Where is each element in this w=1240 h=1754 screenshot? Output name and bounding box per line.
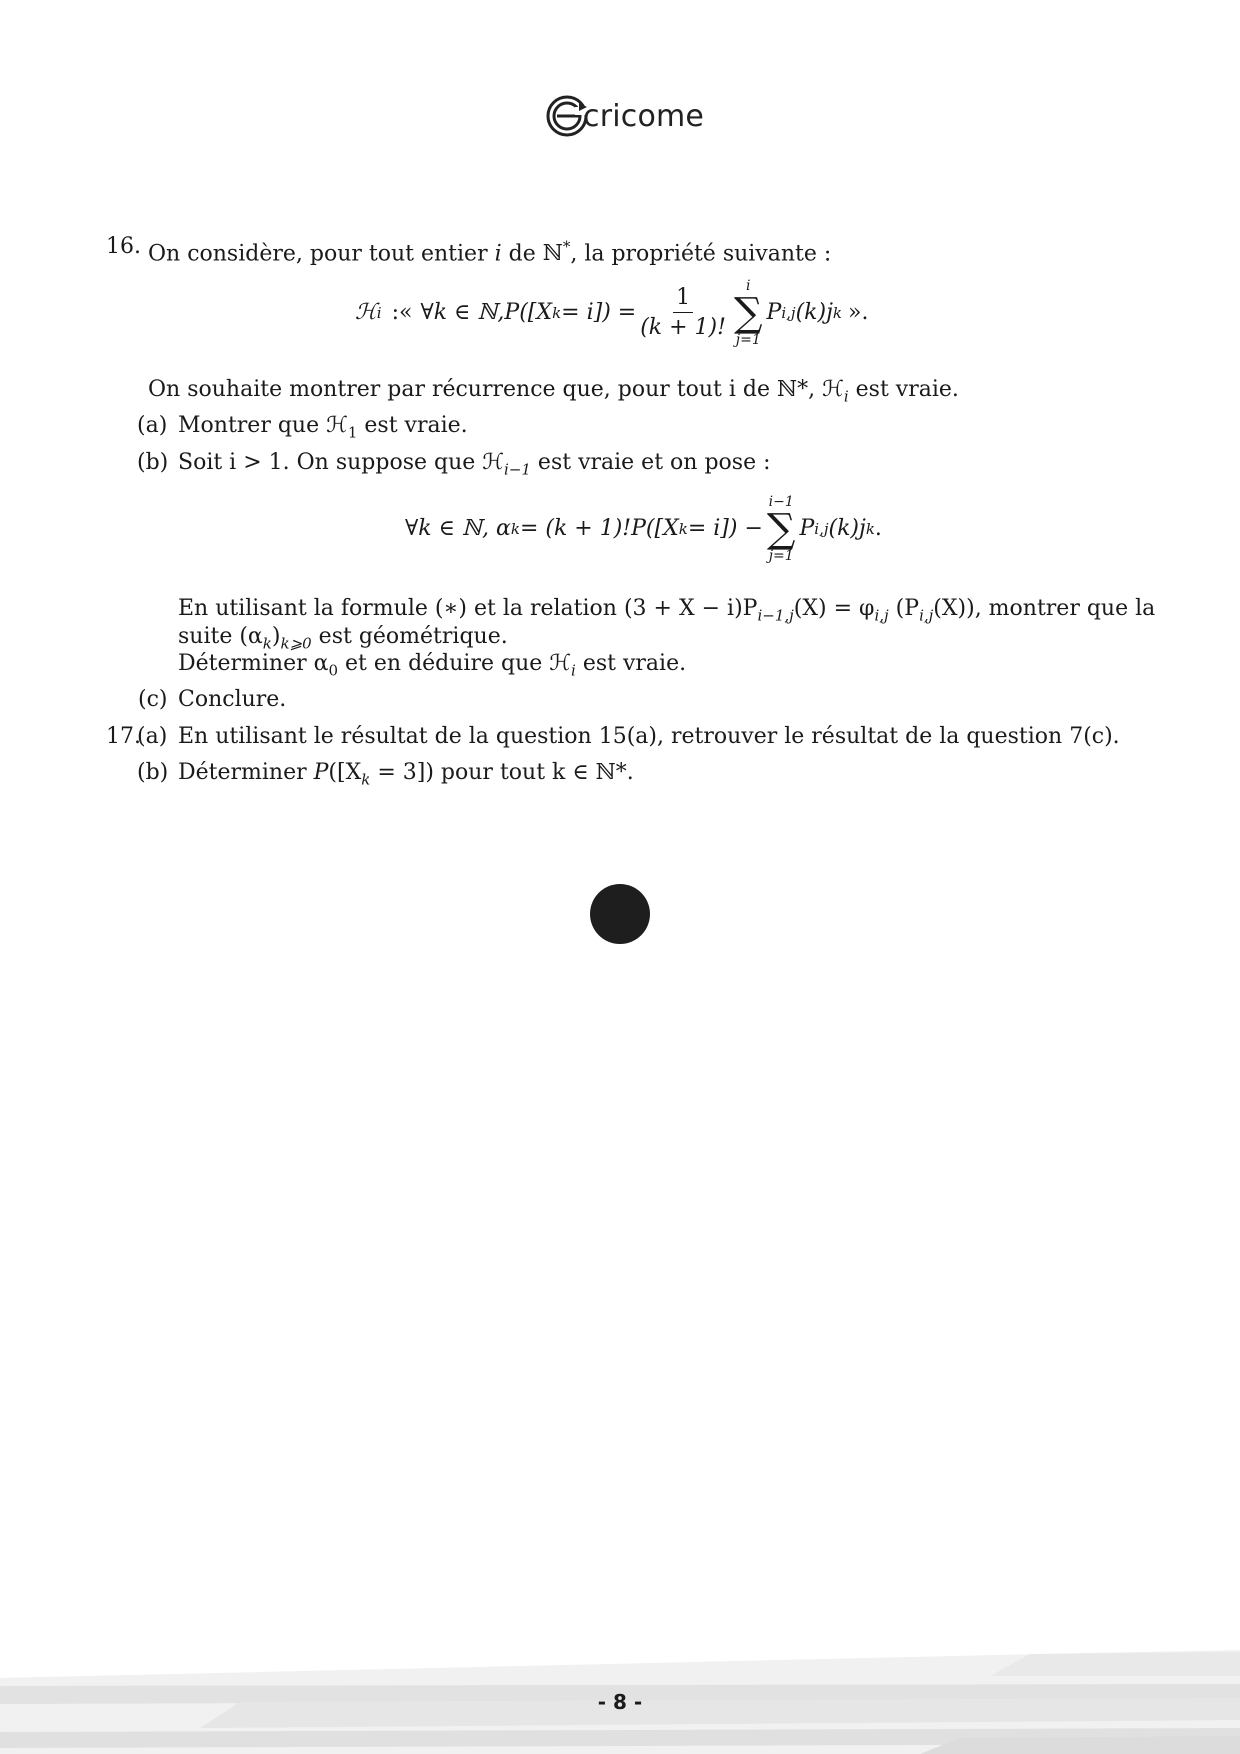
q16-intro bbox=[148, 232, 831, 269]
sum-term-sup: k bbox=[832, 304, 842, 322]
question-number-16: 16. bbox=[106, 234, 141, 259]
q16-a bbox=[178, 411, 468, 447]
b-line2-sub1: k bbox=[262, 634, 272, 653]
prop-k-sub: k bbox=[552, 304, 562, 322]
prop-equals: = i]) = bbox=[561, 300, 637, 325]
q16-intro-text: On considère, pour tout entier bbox=[148, 241, 495, 267]
q16-c: Conclure. bbox=[178, 687, 287, 712]
recurrence-end: est vraie. bbox=[848, 377, 959, 402]
b-line1-end: (X)), montrer que la bbox=[933, 596, 1156, 621]
b-line3-end: est vraie. bbox=[575, 651, 687, 676]
sum-term-sub: i,j bbox=[781, 304, 796, 322]
b-line1-sub2: i,j bbox=[874, 606, 889, 625]
q17-b bbox=[178, 758, 634, 794]
b-line1-sub1: i−1,j bbox=[757, 606, 794, 625]
b-line1-sub3: i,j bbox=[919, 606, 934, 625]
q16-b-label: (b) bbox=[137, 450, 169, 475]
q16-a-sub: 1 bbox=[347, 423, 358, 442]
q17-a-label: (a) bbox=[137, 724, 168, 749]
prop-symbol: ℋ bbox=[355, 300, 377, 325]
sigma-icon: ∑ bbox=[733, 290, 763, 336]
b-line1-mid2: (P bbox=[888, 596, 920, 621]
sum-b-term: P bbox=[799, 516, 815, 541]
prop-subscript: i bbox=[376, 304, 382, 322]
q16-c-label: (c) bbox=[138, 687, 168, 712]
sum-upper-limit: i bbox=[746, 278, 751, 294]
q17-a: En utilisant le résultat de la question 15(a), retrouver le résultat de la question 7(c). bbox=[178, 724, 1120, 749]
b-line2-sub2: k⩾0 bbox=[280, 634, 312, 653]
q16-a-text: Montrer que ℋ bbox=[178, 413, 348, 438]
summation bbox=[734, 278, 763, 348]
sum-b-term-rest: (k)j bbox=[828, 516, 866, 541]
q16-b-sub: i−1 bbox=[504, 460, 531, 479]
alpha-x-sub: k bbox=[678, 520, 688, 538]
end-marker-dot bbox=[590, 884, 650, 944]
sigma-icon: ∑ bbox=[766, 506, 796, 552]
alpha-mid: = (k + 1)!𝑃([X bbox=[519, 516, 679, 541]
sum-term: P bbox=[766, 300, 782, 325]
prop-quantifier: ∀k ∈ ℕ, bbox=[420, 300, 505, 325]
prop-close: ». bbox=[848, 300, 869, 325]
question-number-17: 17. bbox=[106, 724, 141, 749]
recurrence-sentence bbox=[148, 375, 959, 411]
sum-b-lower-limit: j=1 bbox=[768, 548, 794, 564]
alpha-k-sub: k bbox=[510, 520, 520, 538]
q16-a-end: est vraie. bbox=[357, 413, 468, 438]
q16-b bbox=[178, 448, 771, 484]
b-line3-mid: et en déduire que ℋ bbox=[338, 651, 572, 676]
prop-probability: 𝑃([X bbox=[504, 300, 553, 325]
q16-b-text: Soit i > 1. On suppose que ℋ bbox=[178, 450, 505, 475]
b-line3-sub: 0 bbox=[328, 661, 339, 680]
sum-b-upper-limit: i−1 bbox=[768, 494, 794, 510]
sum-b-term-sub: i,j bbox=[814, 520, 829, 538]
recurrence-sub: i bbox=[843, 387, 849, 406]
fraction-denominator: (k + 1)! bbox=[640, 314, 726, 340]
prop-open: :« bbox=[391, 300, 413, 325]
property-formula bbox=[355, 278, 868, 348]
page-number: - 8 - bbox=[597, 1690, 643, 1714]
alpha-left: ∀k ∈ ℕ, α bbox=[405, 516, 511, 541]
b-line1-text: En utilisant la formule (∗) et la relation (3 + X − i)P bbox=[178, 596, 758, 621]
alpha-end: . bbox=[874, 516, 882, 541]
summation-b bbox=[767, 494, 796, 564]
q17-b-end: = 3]) pour tout k ∈ ℕ*. bbox=[370, 760, 634, 785]
b-line3-sub2: i bbox=[571, 661, 576, 680]
alpha-definition bbox=[405, 494, 882, 564]
set-n-star: ℕ* bbox=[542, 238, 571, 267]
b-line1-mid: (X) = φ bbox=[793, 596, 875, 621]
b-line3-text: Déterminer α bbox=[178, 651, 329, 676]
logo-text: cricome bbox=[583, 98, 705, 134]
var-i: i bbox=[494, 241, 502, 267]
b-line2-text: suite (α bbox=[178, 624, 263, 649]
q16-b-line3 bbox=[178, 649, 686, 685]
q17-b-sub: k bbox=[361, 770, 371, 789]
q17-b-text: Déterminer 𝑃([X bbox=[178, 760, 362, 785]
sum-term-rest: (k)j bbox=[795, 300, 833, 325]
fraction-numerator: 1 bbox=[673, 284, 693, 313]
b-line2-mid: ) bbox=[271, 624, 281, 649]
q17-b-label: (b) bbox=[137, 760, 169, 785]
q16-intro-mid: de bbox=[501, 241, 543, 267]
recurrence-text: On souhaite montrer par récurrence que, pour tout i de ℕ*, ℋ bbox=[148, 377, 844, 402]
b-line2-end: est géométrique. bbox=[311, 624, 508, 649]
alpha-mid2: = i]) − bbox=[687, 516, 763, 541]
fraction bbox=[640, 284, 726, 343]
q16-intro-end: , la propriété suivante : bbox=[570, 241, 832, 267]
ecricome-logo bbox=[545, 90, 705, 142]
sum-lower-limit: j=1 bbox=[735, 332, 761, 348]
q16-a-label: (a) bbox=[137, 413, 168, 438]
q16-b-end: est vraie et on pose : bbox=[530, 450, 771, 475]
sum-b-term-sup: k bbox=[865, 520, 875, 538]
